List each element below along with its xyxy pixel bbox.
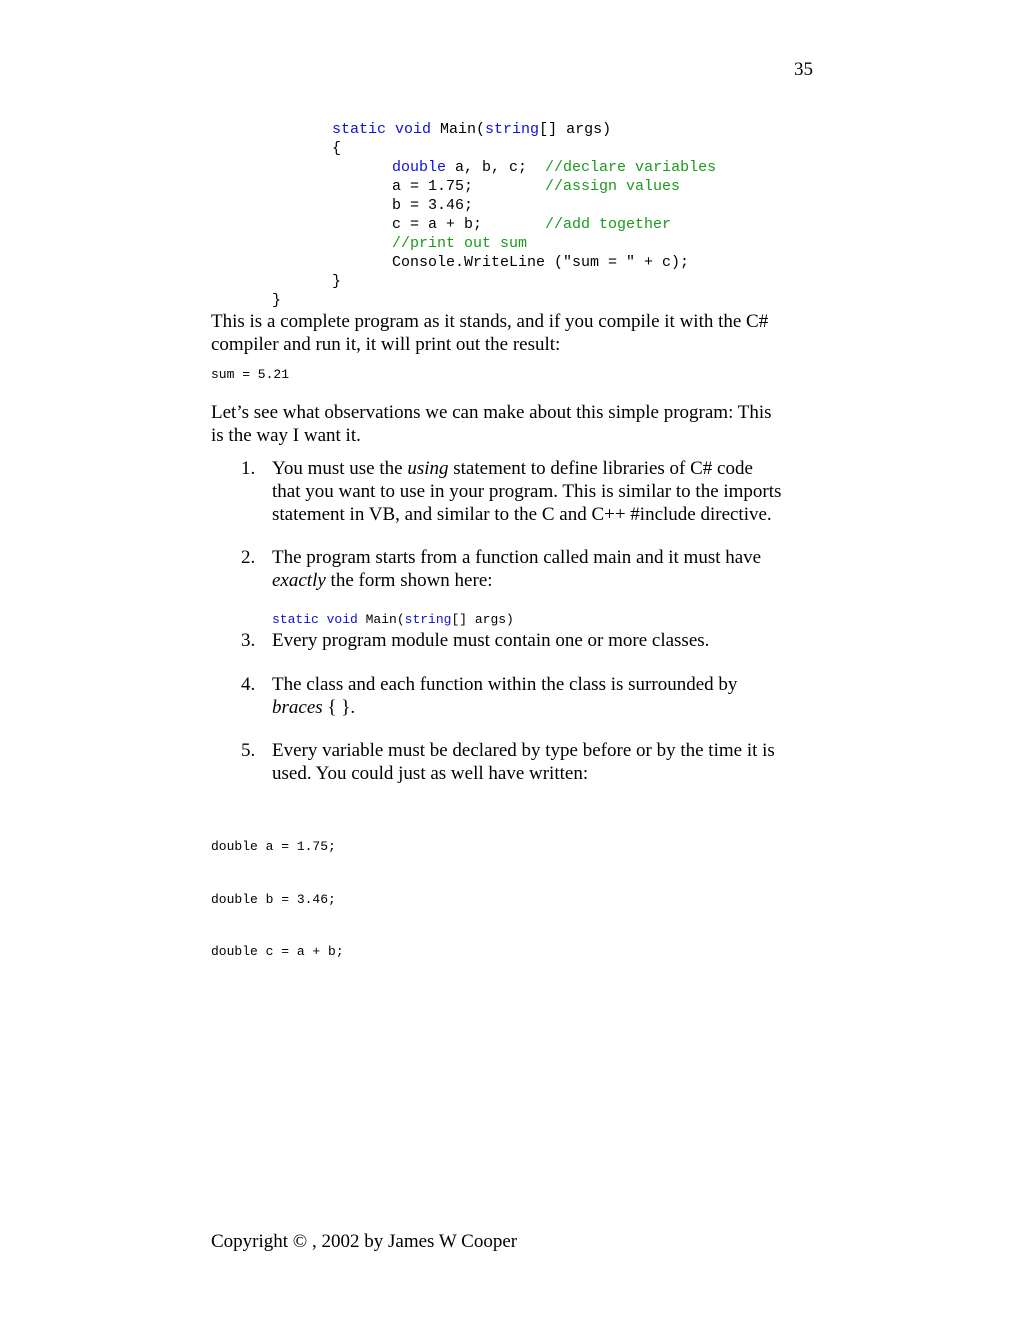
code-keyword: string bbox=[485, 121, 540, 138]
paragraph-intro bbox=[211, 310, 821, 356]
code-line bbox=[272, 120, 716, 139]
emphasis-text: exactly bbox=[272, 570, 326, 591]
list-item-5 bbox=[241, 739, 821, 785]
paragraph-observations-line: Let’s see what observations we can make about this simple program: This bbox=[211, 402, 772, 423]
code-line bbox=[272, 139, 716, 158]
list-text-line: The program starts from a function called main and it must have bbox=[272, 547, 762, 568]
code-text: a, b, c; bbox=[446, 159, 546, 176]
code-text: Main( bbox=[365, 612, 405, 627]
list-text-line: used. You could just as well have written: bbox=[272, 763, 589, 784]
code-keyword: static bbox=[272, 612, 327, 627]
code-comment: //print out sum bbox=[392, 235, 528, 252]
code-keyword: static bbox=[332, 121, 396, 138]
code-block-main bbox=[272, 120, 716, 310]
code-keyword: void bbox=[395, 121, 441, 138]
emphasis-text: using bbox=[407, 458, 449, 479]
code-text: c = a + b; bbox=[392, 216, 546, 233]
list-text-fragment: statement to define libraries of C# code bbox=[448, 458, 753, 479]
footer-copyright: Copyright © , 2002 by James W Cooper bbox=[211, 1231, 518, 1252]
list-number: 2. bbox=[241, 547, 256, 568]
code-text: } bbox=[272, 292, 282, 309]
list-number: 4. bbox=[241, 674, 256, 695]
list-item-text bbox=[272, 739, 817, 785]
list-text-line: statement in VB, and similar to the C and C++ #include directive. bbox=[272, 504, 772, 525]
list-text-line: Every variable must be declared by type before or by the time it is bbox=[272, 740, 775, 761]
code-line bbox=[272, 272, 716, 291]
code-comment: //assign values bbox=[545, 178, 681, 195]
list-text-line: Every program module must contain one or more classes. bbox=[272, 630, 710, 651]
list-item-text bbox=[272, 629, 817, 652]
paragraph-intro-line: compiler and run it, it will print out the result: bbox=[211, 334, 561, 355]
code-keyword: string bbox=[404, 612, 452, 627]
list-text-fragment: the form shown here: bbox=[325, 570, 493, 591]
code-block-declarations bbox=[211, 803, 344, 978]
paragraph-observations bbox=[211, 401, 821, 447]
code-text: Console.WriteLine ("sum = " + c); bbox=[392, 254, 690, 271]
code-line bbox=[272, 158, 716, 177]
code-text: Main( bbox=[440, 121, 486, 138]
code-line: double a = 1.75; bbox=[211, 839, 336, 854]
list-text-fragment: { }. bbox=[322, 697, 356, 718]
list-number: 3. bbox=[241, 630, 256, 651]
code-comment: //declare variables bbox=[545, 159, 717, 176]
list-item-1 bbox=[241, 457, 821, 527]
code-output: sum = 5.21 bbox=[211, 367, 290, 382]
list-number: 1. bbox=[241, 458, 256, 479]
list-item-text bbox=[272, 457, 817, 526]
code-text: b = 3.46; bbox=[392, 197, 474, 214]
paragraph-observations-line: is the way I want it. bbox=[211, 425, 361, 446]
code-line bbox=[272, 196, 716, 215]
list-item-text bbox=[272, 546, 817, 592]
list-number: 5. bbox=[241, 740, 256, 761]
paragraph-intro-line: This is a complete program as it stands, and if you compile it with the C# bbox=[211, 311, 769, 332]
code-inline-main-signature bbox=[272, 611, 514, 629]
code-line bbox=[272, 611, 514, 629]
code-keyword: double bbox=[392, 159, 447, 176]
list-text-line: that you want to use in your program. This is similar to the imports bbox=[272, 481, 782, 502]
code-text: } bbox=[332, 273, 342, 290]
list-text-line: The class and each function within the class is surrounded by bbox=[272, 674, 738, 695]
code-text: [] args) bbox=[539, 121, 612, 138]
list-item-text bbox=[272, 673, 817, 719]
code-line bbox=[272, 291, 716, 310]
code-line bbox=[272, 177, 716, 196]
code-line: double b = 3.46; bbox=[211, 891, 336, 907]
code-text: { bbox=[332, 140, 342, 157]
code-comment: //add together bbox=[545, 216, 672, 233]
page-number: 35 bbox=[794, 59, 813, 80]
code-line bbox=[272, 215, 716, 234]
list-item-4 bbox=[241, 673, 821, 719]
code-text: [] args) bbox=[451, 612, 514, 627]
code-line: double c = a + b; bbox=[211, 944, 344, 959]
code-line bbox=[272, 253, 716, 272]
emphasis-text: braces bbox=[272, 697, 323, 718]
code-text: a = 1.75; bbox=[392, 178, 546, 195]
code-line bbox=[272, 234, 716, 253]
list-item-3 bbox=[241, 629, 821, 652]
list-text-fragment: You must use the bbox=[272, 458, 408, 479]
code-keyword: void bbox=[326, 612, 366, 627]
